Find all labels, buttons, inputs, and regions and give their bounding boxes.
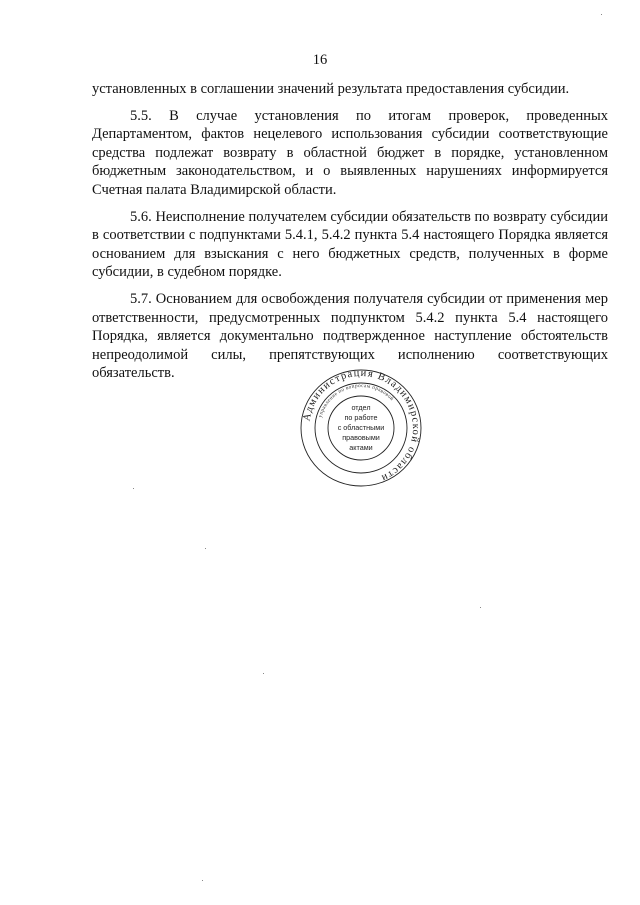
stamp-center-line-1: отдел: [351, 403, 371, 412]
scan-speck: [202, 880, 203, 881]
page-number: 16: [312, 52, 328, 68]
stamp-middle-text: управление по вопросам правовой: [317, 382, 395, 419]
stamp-center-line-4: правовыми: [342, 433, 380, 442]
scan-speck: [480, 607, 481, 608]
scan-speck: [601, 14, 602, 15]
paragraph-5-6: 5.6. Неисполнение получателем субсидии обязательств по возврату субсидии в соответствии с подпунктами 5.4.1, 5.4.2 пункта 5.4 настоящего Порядка является основанием для взыскания с него бюджетных средств, полученных в форме субсидии, в судебном порядке.: [92, 208, 608, 281]
scan-speck: [205, 548, 206, 549]
scan-speck: [133, 488, 134, 489]
stamp-center-line-5: актами: [349, 443, 373, 452]
paragraph-5-7: 5.7. Основанием для освобождения получателя субсидии от применения мер ответственности, предусмотренных подпунктом 5.4.2 пункта 5.4 настоящего Порядка, является документально подтвержденное наступление обстоятельств непреодолимой силы, препятствующих исполнению соответствующих обязательств.: [92, 290, 608, 382]
paragraph-5-5: 5.5. В случае установления по итогам проверок, проведенных Департаментом, фактов нецелевого использования субсидии соответствующие средства подлежат возврату в областной бюджет в порядке, установленном бюджетным законодательством, и о выявленных нарушениях информируется Счетная палата Владимирской области.: [92, 107, 608, 198]
paragraph-continuation: установленных в соглашении значений результата предоставления субсидии.: [92, 81, 570, 97]
official-stamp: [296, 368, 426, 488]
document-body: [92, 80, 608, 391]
stamp-center-line-3: с областными: [337, 423, 385, 432]
stamp-outer-text: Администрация Владимирской области: [301, 368, 422, 484]
stamp-center-line-2: по работе: [344, 413, 378, 422]
scan-speck: [263, 673, 264, 674]
